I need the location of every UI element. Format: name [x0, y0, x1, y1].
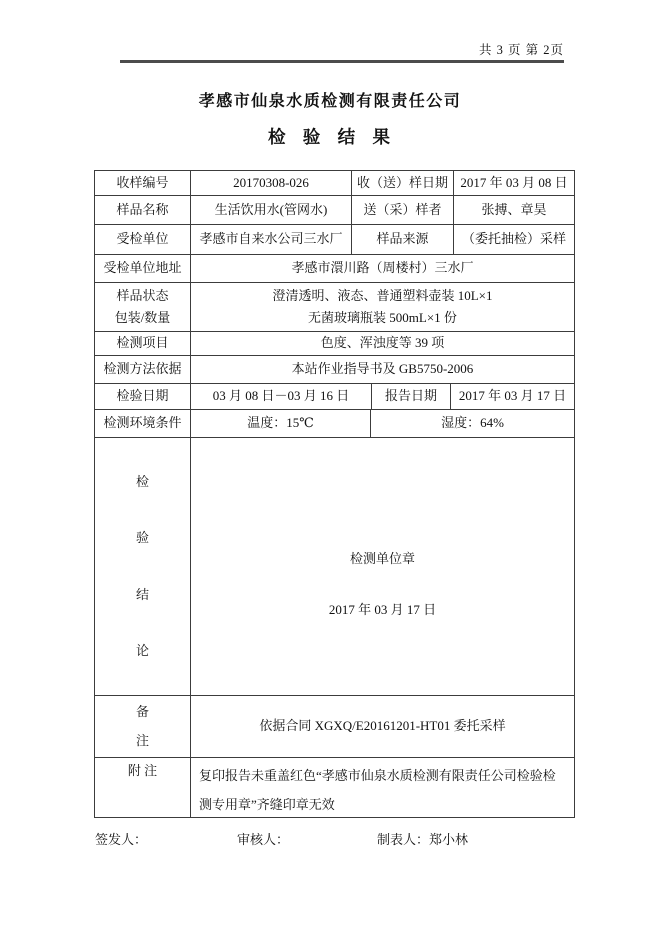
table-row — [95, 437, 574, 695]
table-row — [95, 383, 574, 409]
table-row — [95, 195, 574, 224]
page-number: 共 3 页 第 2页 — [478, 43, 564, 57]
remark-label-line2: 注 — [135, 733, 149, 748]
address-value: 孝感市澴川路（周楼村）三水厂 — [190, 255, 574, 282]
sampler-label: 送（采）样者 — [351, 196, 453, 224]
table-row — [95, 695, 574, 757]
remark-label — [95, 696, 190, 757]
table-row — [95, 409, 574, 437]
test-items-value: 色度、浑浊度等 39 项 — [190, 332, 574, 355]
sample-no-value: 20170308-026 — [190, 171, 351, 195]
conclusion-label-char: 检 — [135, 474, 149, 489]
table-row — [95, 282, 574, 331]
document-title: 检 验 结 果 — [267, 127, 393, 147]
report-date-value: 2017 年 03 月 17 日 — [450, 384, 574, 409]
sample-state-label-line1: 样品状态 — [116, 288, 169, 304]
company-title: 孝感市仙泉水质检测有限责任公司 — [198, 93, 462, 110]
table-row — [95, 224, 574, 254]
unit-label: 受检单位 — [116, 231, 169, 247]
method-value: 本站作业指导书及 GB5750-2006 — [190, 356, 574, 383]
table-row — [95, 254, 574, 282]
receive-date-label: 收（送）样日期 — [351, 171, 453, 195]
sample-no-label: 收样编号 — [116, 174, 169, 190]
remark-label-line1: 备 — [135, 703, 149, 719]
receive-date-value: 2017 年 03 月 08 日 — [453, 171, 574, 195]
temperature-value: 温度：15℃ — [190, 410, 370, 437]
source-label: 样品来源 — [351, 225, 453, 254]
seal-placeholder-text: 检测单位章 — [349, 551, 415, 567]
issuer-label: 签发人： — [95, 832, 148, 847]
conclusion-label-char: 论 — [135, 642, 149, 658]
humidity-value: 湿度：64% — [370, 410, 574, 437]
conclusion-label-char: 验 — [135, 530, 149, 546]
conclusion-label-char: 结 — [135, 586, 149, 602]
table-row — [95, 355, 574, 383]
header-rule — [120, 60, 564, 63]
table-row — [95, 757, 574, 817]
report-date-label: 报告日期 — [371, 384, 450, 409]
sample-state-label-line2: 包装/数量 — [114, 309, 171, 325]
preparer-label: 制表人：郑小林 — [377, 832, 469, 847]
address-label: 受检单位地址 — [103, 260, 182, 276]
note-value: 复印报告未重盖红色“孝感市仙泉水质检测有限责任公司检验检测专用章”齐缝印章无效 — [190, 758, 574, 817]
table-row — [95, 331, 574, 355]
test-date-value: 03 月 08 日－03 月 16 日 — [190, 384, 371, 409]
reviewer-label: 审核人： — [237, 832, 290, 847]
sample-state-value-line2: 无菌玻璃瓶装 500mL×1 份 — [308, 309, 457, 325]
test-date-label: 检验日期 — [116, 388, 169, 404]
sample-state-label — [95, 283, 190, 331]
test-items-label: 检测项目 — [116, 335, 169, 351]
conclusion-content — [190, 438, 574, 695]
env-conditions-label: 检测环境条件 — [103, 415, 182, 431]
sampler-value: 张搏、章昊 — [453, 196, 574, 224]
conclusion-label — [95, 438, 190, 695]
source-value: （委托抽检）采样 — [453, 225, 574, 254]
sample-state-value — [190, 283, 574, 331]
sample-state-value-line1: 澄清透明、液态、普通塑料壶装 10L×1 — [272, 288, 493, 304]
note-label: 附 注 — [127, 763, 158, 778]
result-table — [94, 170, 575, 818]
sample-name-value: 生活饮用水(管网水) — [190, 196, 351, 224]
remark-value: 依据合同 XGXQ/E20161201-HT01 委托采样 — [190, 696, 574, 757]
unit-value: 孝感市自来水公司三水厂 — [190, 225, 351, 254]
conclusion-date: 2017 年 03 月 17 日 — [328, 601, 437, 617]
table-row — [95, 171, 574, 195]
method-label: 检测方法依据 — [103, 361, 182, 377]
sample-name-label: 样品名称 — [116, 201, 169, 217]
